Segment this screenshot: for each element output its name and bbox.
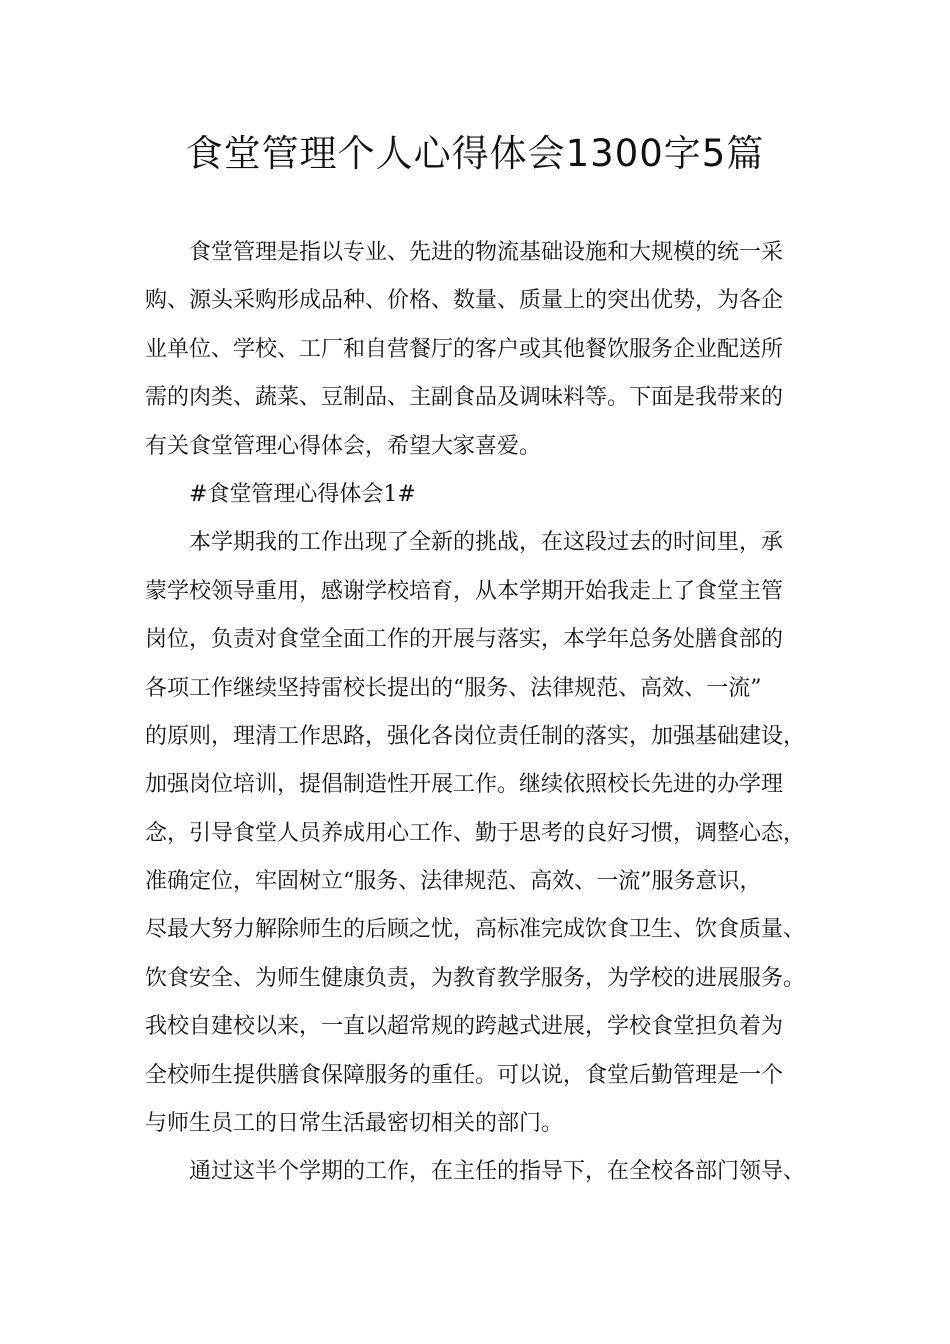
paragraph-line: 通过这半个学期的工作，在主任的指导下，在全校各部门领导、 xyxy=(189,1159,806,1185)
paragraph-line: 加强岗位培训，提倡制造性开展工作。继续依照校长先进的办学理 xyxy=(145,772,784,798)
paragraph-line: 业单位、学校、工厂和自营餐厅的客户或其他餐饮服务企业配送所 xyxy=(145,336,784,362)
document-title: 食堂管理个人心得体会1300字5篇 xyxy=(185,132,765,175)
paragraph-line: 食堂管理是指以专业、先进的物流基础设施和大规模的统一采 xyxy=(189,240,784,265)
paragraph-line: 各项工作继续坚持雷校长提出的“服务、法律规范、高效、一流” xyxy=(145,675,762,701)
document-body xyxy=(145,229,835,1197)
paragraph-line: 念，引导食堂人员养成用心工作、勤于思考的良好习惯，调整心态， xyxy=(145,820,806,846)
paragraph-line: 岗位，负责对食堂全面工作的开展与落实，本学年总务处膳食部的 xyxy=(145,627,784,653)
paragraph-line: 蒙学校领导重用，感谢学校培育，从本学期开始我走上了食堂主管 xyxy=(145,578,784,604)
section-heading: #食堂管理心得体会1# xyxy=(189,481,416,507)
paragraph-line: 需的肉类、蔬菜、豆制品、主副食品及调味料等。下面是我带来的 xyxy=(145,385,784,411)
paragraph-line: 尽最大努力解除师生的后顾之忧，高标准完成饮食卫生、饮食质量、 xyxy=(145,917,806,943)
paragraph-line: 本学期我的工作出现了全新的挑战，在这段过去的时间里，承 xyxy=(189,530,784,556)
paragraph-line: 全校师生提供膳食保障服务的重任。可以说，食堂后勤管理是一个 xyxy=(145,1062,784,1088)
paragraph-line: 的原则，理清工作思路，强化各岗位责任制的落实，加强基础建设， xyxy=(145,723,806,749)
paragraph-line: 与师生员工的日常生活最密切相关的部门。 xyxy=(145,1111,564,1137)
paragraph-line: 准确定位，牢固树立“服务、法律规范、高效、一流”服务意识， xyxy=(145,869,762,895)
paragraph-line: 饮食安全、为师生健康负责，为教育教学服务，为学校的进展服务。 xyxy=(145,965,806,991)
paragraph-line: 我校自建校以来，一直以超常规的跨越式进展，学校食堂担负着为 xyxy=(145,1014,784,1040)
paragraph-line: 有关食堂管理心得体会，希望大家喜爱。 xyxy=(145,433,542,459)
paragraph-line: 购、源头采购形成品种、价格、数量、质量上的突出优势，为各企 xyxy=(145,288,784,314)
